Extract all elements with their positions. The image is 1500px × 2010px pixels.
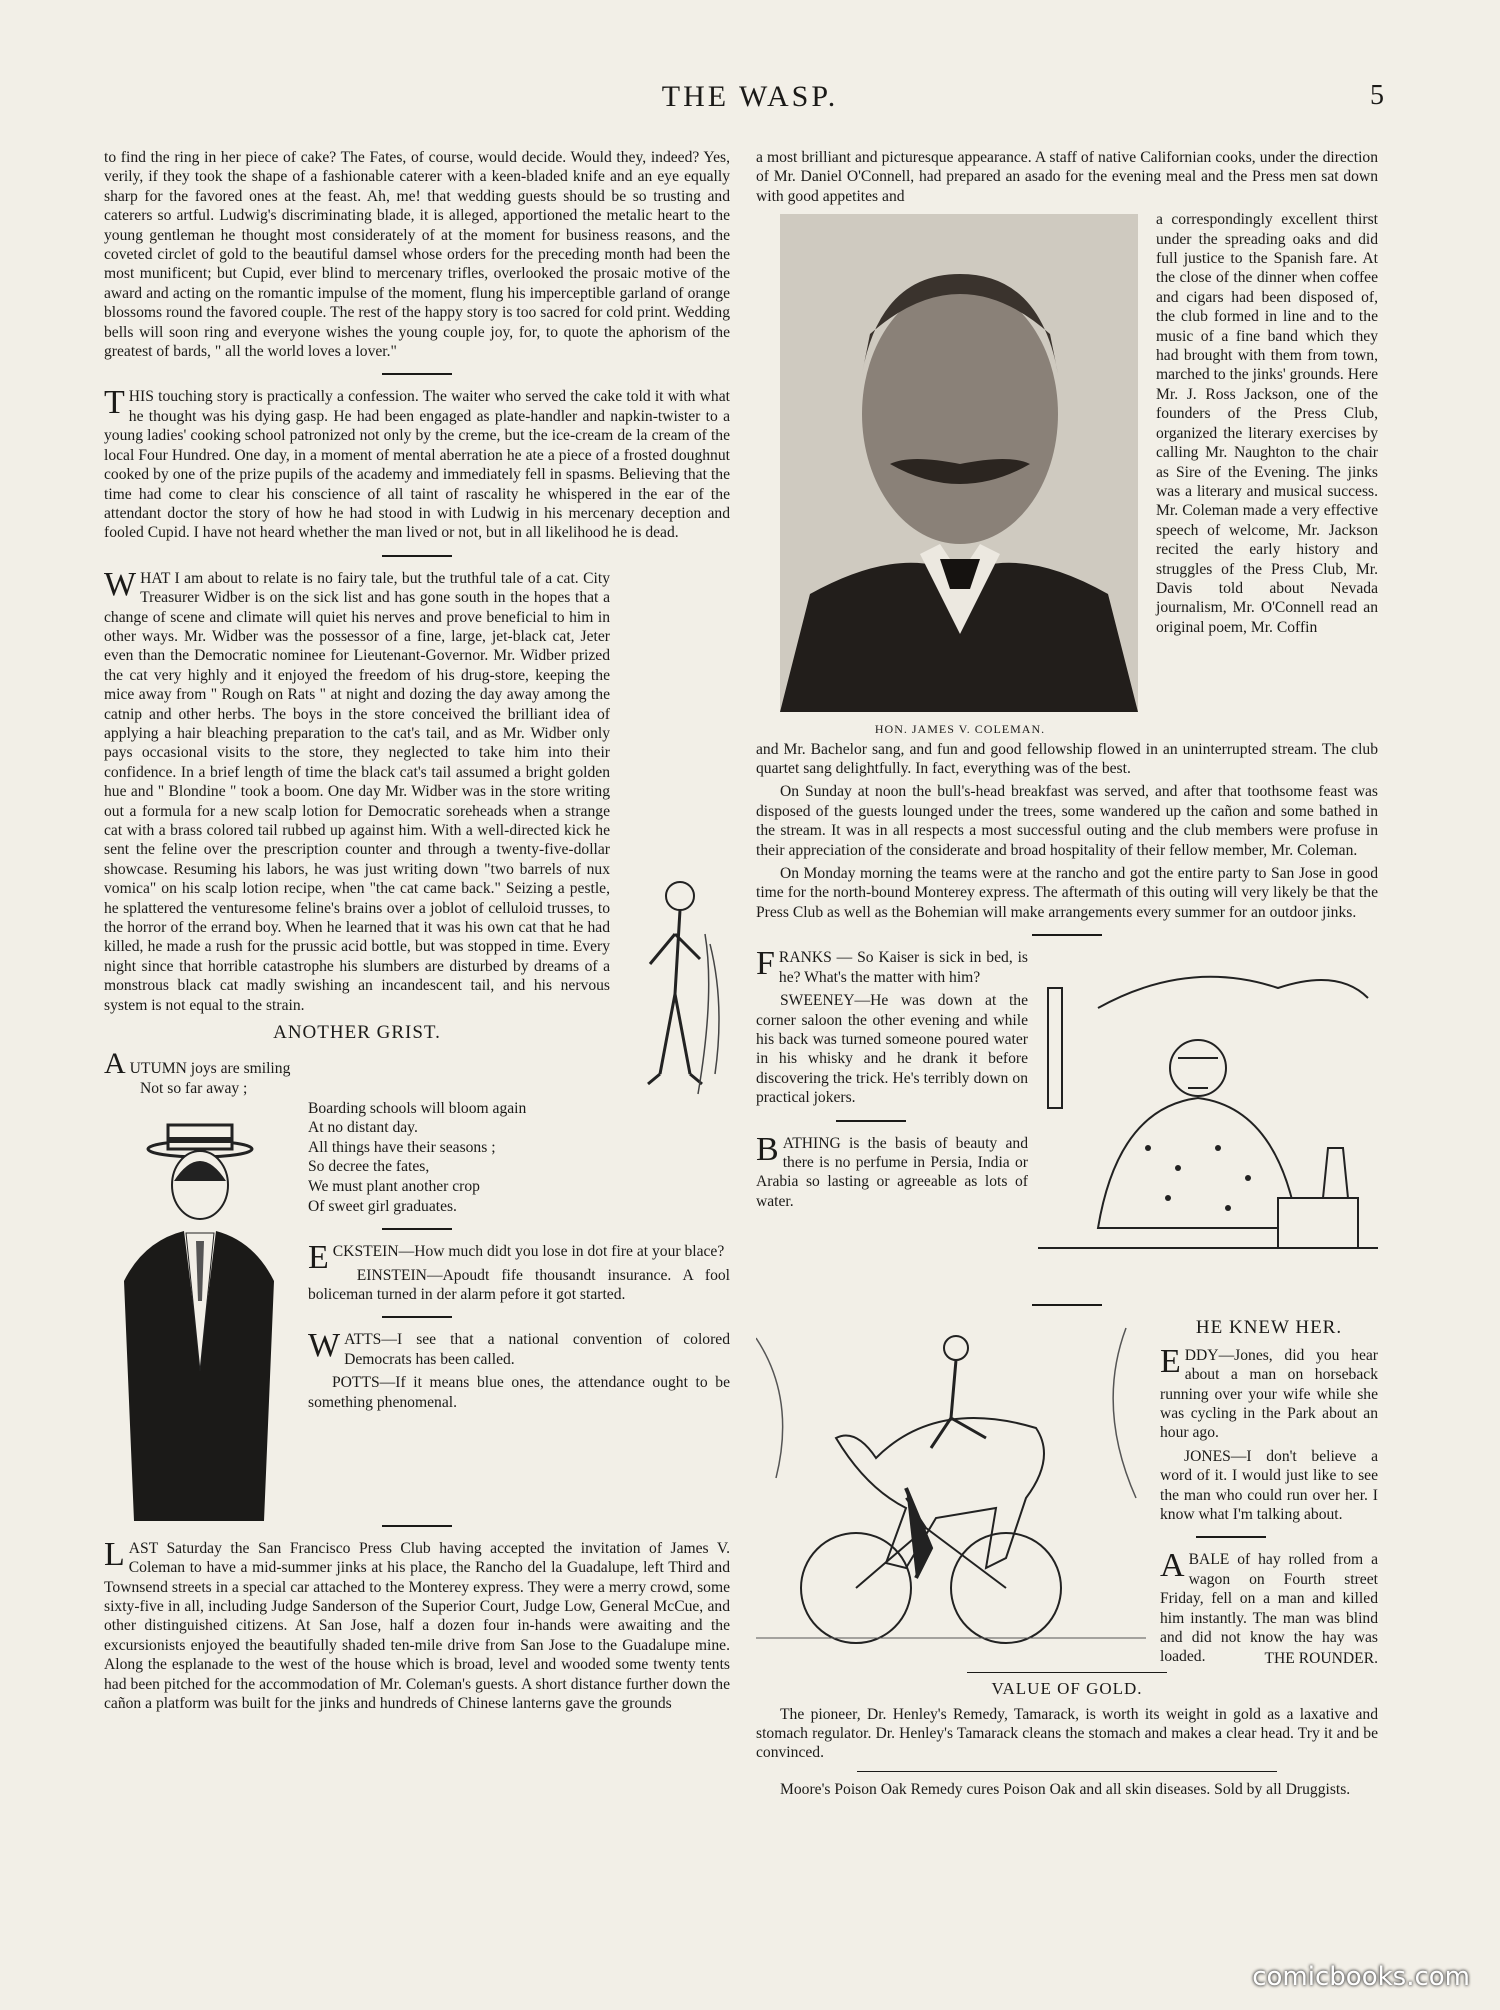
poem-line: Of sweet girl graduates.: [308, 1197, 457, 1215]
advert-title: VALUE OF GOLD.: [991, 1679, 1143, 1699]
monday-paragraph: On Monday morning the teams were at the rancho and got the entire party to San Jose in good time for the north-bound Monterey express. The aftermath of this outing will very likely be that the Press Club as well as the Bohemian will make arrangements every summer for an outdoor jinks.: [756, 865, 1378, 921]
eckstein-joke: ECKSTEIN—How much didt you lose in dot fire at your blace?: [308, 1239, 725, 1277]
drop-cap: A: [1160, 1547, 1185, 1585]
cat-tale-paragraph: WHAT I am about to relate is no fairy tale, but the truthful tale of a cat. City Treasurer Widber is on the sick list and has gone south in the hopes that a change of scene and climate will quiet his nerves and prove beneficial to him in other ways. Mr. Widber was the possessor of a fine, large, jet-black cat, Jeter even than the Democratic nominee for Lieutenant-Governor. Mr. Widber prized the cat very highly and it enjoyed the freedom of his drug-store, keeping the mice away from " Rough on Rats " at night and dozing the day away among the catnip and other herbs. The boys in the store conceived the brilliant idea of applying a hair bleaching preparation to the cat's tail, and as Mr. Widber only pays occasional visits to the store, they neglected to take him into their confidence. In a brief length of time the black cat's tail assumed a bright golden hue and " Blondine " took a boom. One day Mr. Widber was in the store writing out a formula for a new scalp lotion for Democratic soreheads when a strange cat with a brass colored tail rubbed up against him. With a well-directed kick he sent the feline over the prescription counter and through a twenty-five-dollar showcase. Resuming his labors, he was just writing down "two barrels of nux vomica" on his scalp lotion recipe, when "the cat came back." Seizing a pestle, he splattered the venturesome feline's brains over a joblot of celluloid trusses, to the horror of the errand boy. When he learned that it was his own cat that he had killed, he made a rush for the prussic acid bottle, but was stopped in time. Every night since that horrible catastrophe his slumbers are disturbed by dreams of a monstrous black cat madly swishing an incandescent tail, and his nervous system is not equal to the strain.: [104, 565, 610, 1014]
drop-cap: W: [104, 565, 137, 603]
franks-joke: FRANKS — So Kaiser is sick in bed, is he? What's the matter with him?: [756, 945, 1028, 986]
hay-bale-paragraph: ABALE of hay rolled from a wagon on Fourth street Friday, fell on a man and killed him instantly. The man was blind and did not know the hay was loaded.: [1160, 1547, 1378, 1666]
poem-title: ANOTHER GRIST.: [273, 1022, 441, 1044]
drop-cap: E: [308, 1239, 329, 1277]
divider: [1196, 1536, 1266, 1538]
drop-cap: T: [104, 384, 125, 422]
poem-line: We must plant another crop: [308, 1178, 480, 1196]
divider: [1032, 1304, 1102, 1306]
tamarack-advert: The pioneer, Dr. Henley's Remedy, Tamarack, is worth its weight in gold as a laxative and stomach regulator. Dr. Henley's Tamarack cleans the stomach and makes a clear head. Try it and be convinced.: [756, 1705, 1378, 1762]
drop-cap: W: [308, 1327, 341, 1365]
bathing-paragraph: BATHING is the basis of beauty and there is no perfume in Persia, India or Arabia so lasting or agreeable as lots of water.: [756, 1130, 1028, 1210]
poem-line: AUTUMN joys are smiling: [104, 1047, 291, 1081]
press-club-paragraph: LAST Saturday the San Francisco Press Club having accepted the invitation of James V. Coleman to have a mid-summer jinks at his place, the Rancho del la Guadalupe, left Third and Townsend streets in a special car attached to the Monterey express. They were a merry crowd, some sixty-five in all, including Judge Sanderson of the Superior Court, Judge Low, General McCue, and other distinguished citizens. At San Jose, half a dozen four in-hands were awaiting and the excursionists enjoyed the beautifully shaded ten-mile drive from San Jose to the Guadalupe mine. Along the esplanade to the west of the house which is broad, level and wooded some twenty tents had been pitched for the accommodation of Mr. Coleman's guests. A short distance further down the cañon a platform was built for the jinks and hundreds of Chinese lanterns gave the grounds: [104, 1535, 730, 1712]
portrait-photo: [780, 214, 1138, 712]
drop-cap: L: [104, 1535, 125, 1573]
cat-sketch: [620, 874, 730, 1109]
portrait-caption: HON. JAMES V. COLEMAN.: [874, 722, 1046, 737]
sweeney-reply: SWEENEY—He was down at the corner saloon the other evening and while his back was turned someone poured water in his whisky and he drank it before discovering the trick. He's terribly down on practical jokers.: [756, 992, 1028, 1107]
jinks-paragraph: a correspondingly excellent thirst under the spreading oaks and did full justice to the Spanish fare. At the close of the dinner when coffee and cigars had been disposed of, the club formed in line and to the music of a fine band which they had brought with them from town, marched to the jinks' grounds. Here Mr. J. Ross Jackson, one of the founders of the Press Club, organized the literary exercises by calling Mr. Naughton to the chair as Sire of the Evening. The jinks was a literary and musical success. Mr. Coleman made a very effective speech of welcome, Mr. Jackson recited the early history and struggles of the Press Club, Mr. Davis told about Nevada journalism, Mr. O'Connell read an original poem, Mr. Coffin: [1156, 211, 1378, 636]
divider: [382, 555, 452, 557]
divider: [382, 373, 452, 375]
poem-line: Boarding schools will bloom again: [308, 1099, 527, 1117]
drop-cap: E: [1160, 1342, 1181, 1380]
einstein-reply: EINSTEIN—Apoudt fife thousandt insurance. A fool boliceman turned in der alarm pefore it got started.: [308, 1266, 730, 1304]
magazine-title: THE WASP.: [661, 80, 839, 113]
site-watermark: comicbooks.com: [1252, 1962, 1470, 1992]
section-title: HE KNEW HER.: [1195, 1317, 1343, 1339]
divider: [382, 1228, 452, 1230]
divider: [382, 1525, 452, 1527]
divider: [967, 1672, 1167, 1673]
divider: [1032, 934, 1102, 936]
poem-line: So decree the fates,: [308, 1158, 430, 1176]
portrait-block: [780, 214, 1140, 739]
divider: [382, 1316, 452, 1318]
page-number: 5: [1370, 80, 1384, 111]
sick-man-illustration: [1038, 948, 1378, 1298]
watts-joke: WATTS—I see that a national convention of colored Democrats has been called.: [308, 1327, 730, 1368]
press-club-continued: a most brilliant and picturesque appearance. A staff of native Californian cooks, under the direction of Mr. Daniel O'Connell, had prepared an asado for the evening meal and the Press men sat down with good appetites and: [756, 149, 1378, 205]
right-column: [756, 148, 1378, 1803]
poison-oak-advert: Moore's Poison Oak Remedy cures Poison Oak and all skin diseases. Sold by all Druggists.: [780, 1780, 1351, 1798]
drop-cap: A: [104, 1047, 126, 1081]
divider: [857, 1771, 1277, 1772]
jones-reply: JONES—I don't believe a word of it. I would just like to see the man who could run over her. I know what I'm talking about.: [1160, 1447, 1378, 1523]
left-column: [104, 148, 730, 1717]
cyclist-horse-illustration: [756, 1318, 1146, 1658]
confession-paragraph: THIS touching story is practically a confession. The waiter who served the cake told it with what he thought was his dying gasp. He had been engaged as plate-handler and napkin-twister to a young ladies' cooking school patronized not only by the creme, but the ice-cream de la cream of the local Four Hundred. One day, in a moment of mental aberration he ate a piece of a frosted doughnut cooked by one of the prize pupils of the academy and immediately fell in spasms. Believing that the time had come to clear his conscience of all taint of rascality he whispered in the ear of the attendant doctor the story of how he had stood in with Ludwig in his mercenary deception and fooled Cupid. I have not heard whether the man lived or not, but in all likelihood he is dead.: [104, 384, 730, 542]
potts-reply: POTTS—If it means blue ones, the attendance ought to be something phenomenal.: [308, 1374, 730, 1411]
eddy-joke: EDDY—Jones, did you hear about a man on horseback running over your wife while she was cycling in the Park about an hour ago.: [1160, 1342, 1378, 1442]
divider: [836, 1120, 906, 1122]
ring-story-paragraph: to find the ring in her piece of cake? The Fates, of course, would decide. Would they, indeed? Yes, verily, if they took the shape of a fashionable caterer with a keen-bladed knife and an eye equally sharp for the favored ones at the feast. Ah, me! that wedding guests should be so trusting and caterers so artful. Ludwig's discriminating blade, it is alleged, apportioned the metalic heart to the young gentleman he thought most considerately of at the moment for business reasons, and the coveted circlet of gold to the beautiful damsel whose orders for the preceding month had been the most munificent; but Cupid, ever blind to mercenary trifles, overlooked the prosaic motive of the award and acting on the romantic impulse of the moment, flung his imperceptible garland of orange blossoms round the favored couple. The rest of the happy story is too sacred for cold print. Wedding bells will soon ring and everyone wishes the young couple joy, for, to quote the aphorism of the greatest of bards, " all the world loves a lover.": [104, 149, 730, 361]
jinks-continued: and Mr. Bachelor sang, and fun and good fellowship flowed in an uninterrupted stream. The club quartet sang delightfully. In fact, everything was of the best.: [756, 740, 1378, 778]
sunday-paragraph: On Sunday at noon the bull's-head breakfast was served, and after that toothsome feast was disposed of the guests lounged under the trees, some wandered up the cañon and some bathed in the stream. It was in all respects a most successful outing and the club members were profuse in their appreciation of the considerate and broad hospitality of their fellow member, Mr. Coleman.: [756, 783, 1378, 859]
signature: THE ROUNDER.: [1264, 1649, 1378, 1667]
poem-line: Not so far away ;: [140, 1080, 248, 1098]
drop-cap: B: [756, 1130, 779, 1168]
girl-graduate-illustration: [104, 1121, 294, 1521]
page-header: [0, 80, 1500, 120]
poem-line: At no distant day.: [308, 1119, 418, 1137]
poem-line: All things have their seasons ;: [308, 1138, 496, 1156]
drop-cap: F: [756, 945, 775, 983]
